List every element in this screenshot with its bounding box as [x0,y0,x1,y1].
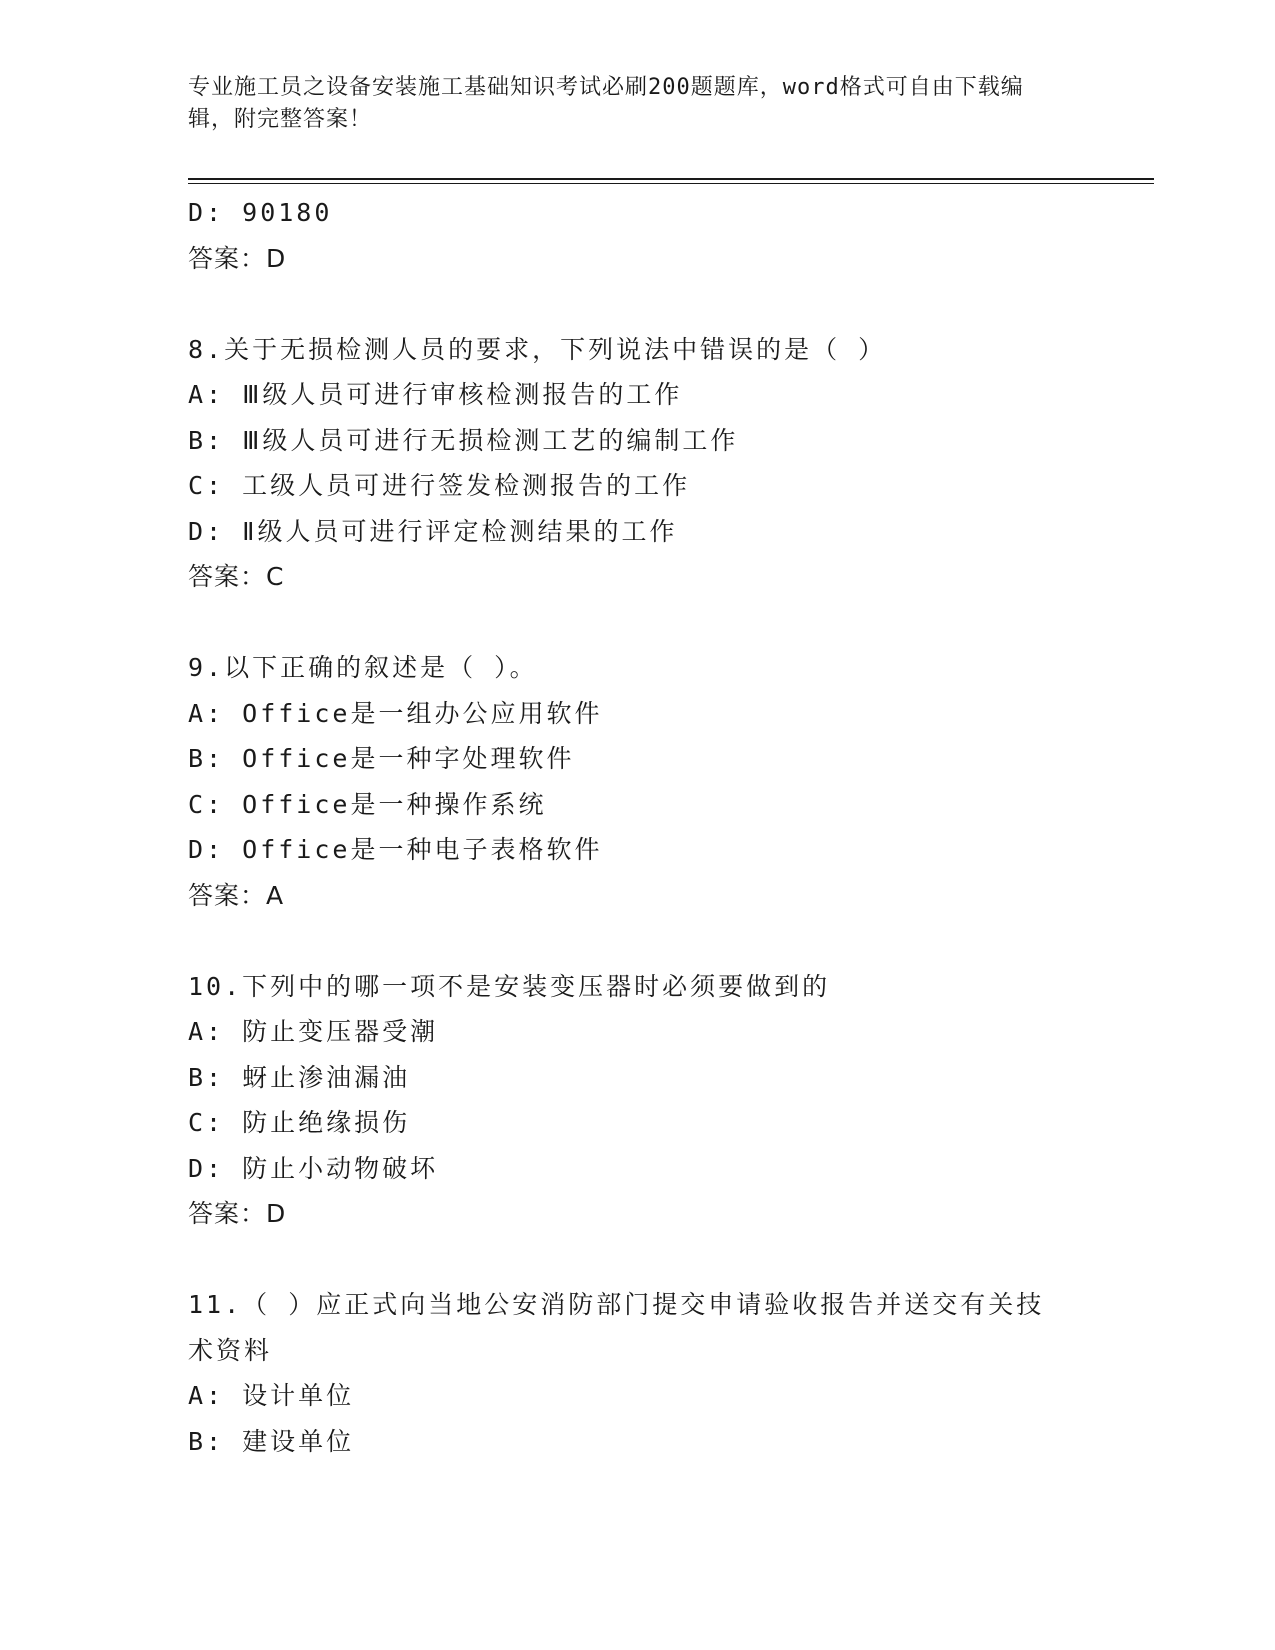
option-a: A: 防止变压器受潮 [188,1017,439,1046]
option-c: C: 防止绝缘损伤 [188,1108,411,1137]
question-stem: 10.下列中的哪一项不是安装变压器时必须要做到的 [188,971,831,1001]
spacer [188,1237,1088,1283]
option-d: D: 防止小动物破坏 [188,1153,439,1183]
option-d: D: Office是一种电子表格软件 [188,835,603,864]
answer: 答案：D [188,1199,287,1228]
question-9 [188,645,1088,918]
option-b: B: 蚜止渗油漏油 [188,1062,411,1092]
option-a: A: Ⅲ级人员可进行审核检测报告的工作 [188,380,683,409]
option-b: B: Office是一种字处理软件 [188,744,575,773]
document-body [188,190,1088,1464]
previous-question-tail [188,190,1088,281]
option-a: A: Office是一组办公应用软件 [188,698,603,728]
question-stem: 8.关于无损检测人员的要求，下列说法中错误的是（ ） [188,334,887,364]
question-10 [188,964,1088,1237]
answer: 答案：D [188,243,287,273]
option-b: B: 建设单位 [188,1426,355,1456]
spacer [188,600,1088,646]
question-stem: 9.以下正确的叙述是（ ）。 [188,653,538,682]
spacer [188,281,1088,327]
option-b: B: Ⅲ级人员可进行无损检测工艺的编制工作 [188,425,739,455]
page-header: 专业施工员之设备安装施工基础知识考试必刷200题题库，word格式可自由下载编辑，附完整答案！ [188,75,1024,132]
answer: 答案：A [188,880,285,910]
option-d: D: 90180 [188,198,333,227]
header-divider [188,178,1154,180]
answer: 答案：C [188,562,285,591]
option-c: C: Office是一种操作系统 [188,789,547,819]
question-8 [188,327,1088,600]
option-d: D: Ⅱ级人员可进行评定检测结果的工作 [188,516,678,546]
spacer [188,918,1088,964]
option-c: C: 工级人员可进行签发检测报告的工作 [188,471,691,500]
header-divider-thin [188,183,1154,184]
question-stem: 11.（ ）应正式向当地公安消防部门提交申请验收报告并送交有关技术资料 [188,1290,1045,1365]
option-a: A: 设计单位 [188,1381,355,1410]
question-11 [188,1282,1088,1464]
